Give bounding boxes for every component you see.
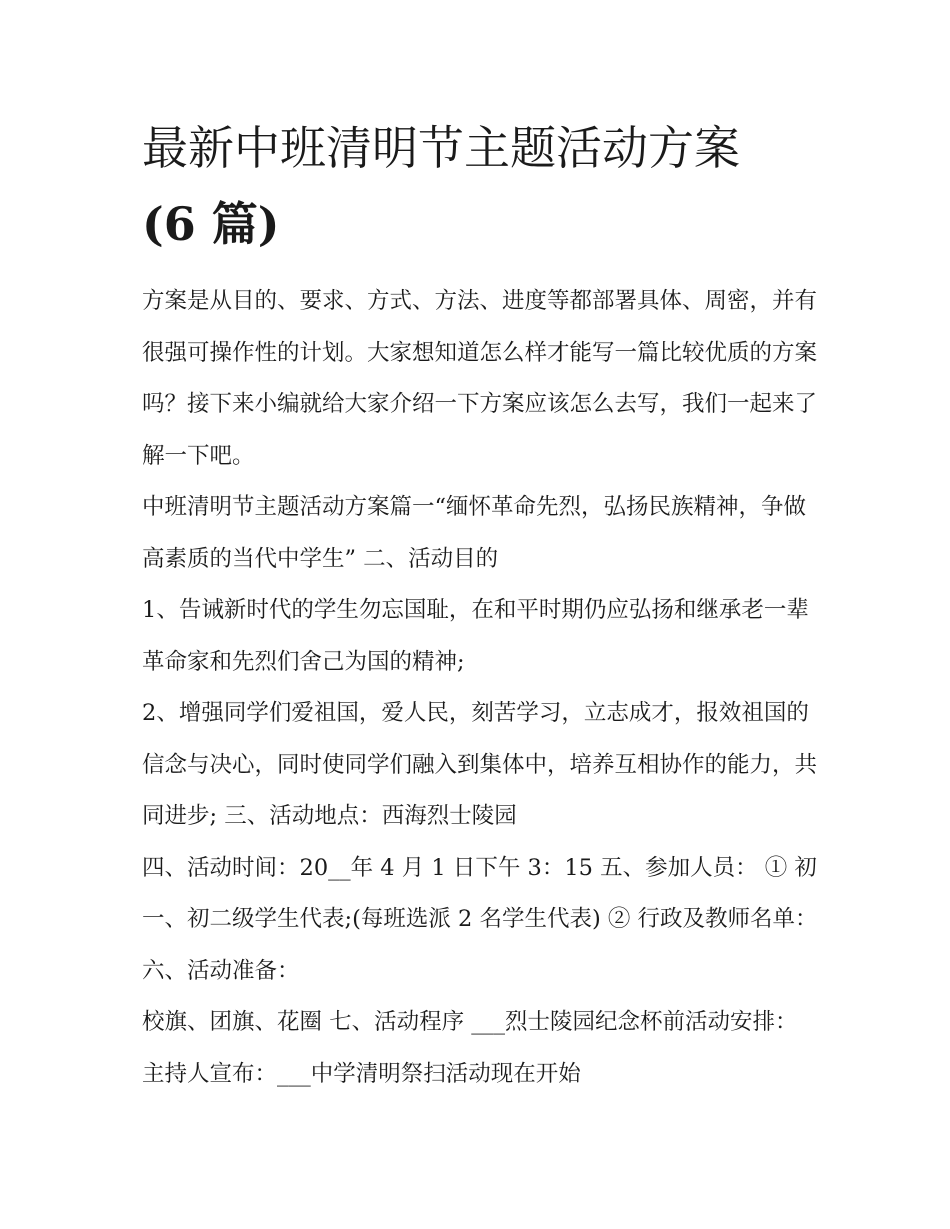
paragraph-time-people: 四、活动时间：20__年 4 月 1 日下午 3：15 五、参加人员： ① 初一、初二级学生代表;(每班选派 2 名学生代表) ② 行政及教师名单： 六、活动准备： [142, 854, 818, 984]
title-count: (6 篇) [142, 197, 280, 251]
paragraph-theme: 中班清明节主题活动方案篇一“缅怀革命先烈，弘扬民族精神，争做高素质的当代中学生” 二、活动目的 [142, 494, 807, 572]
paragraph-goal-1: 1、告诫新时代的学生勿忘国耻，在和平时期仍应弘扬和继承老一辈革命家和先烈们舍己为国的精神; [142, 597, 809, 675]
title-main: 最新中班清明节主题活动方案 [142, 121, 740, 175]
document-title [142, 110, 832, 262]
paragraph-procedure: 校旗、团旗、花圈 七、活动程序 ___烈士陵园纪念杯前活动安排： 主持人宣布：___中学清明祭扫活动现在开始 [142, 1009, 798, 1087]
paragraph-goal-2: 2、增强同学们爱祖国，爱人民，刻苦学习，立志成才，报效祖国的信念与决心，同时使同学们融入到集体中，培养互相协作的能力，共同进步; 三、活动地点：西海烈士陵园 [142, 700, 818, 829]
paragraph-intro: 方案是从目的、要求、方式、方法、进度等都部署具体、周密，并有很强可操作性的计划。大家想知道怎么样才能写一篇比较优质的方案吗？接下来小编就给大家介绍一下方案应该怎么去写，我们一起来了解一下吧。 [142, 288, 818, 469]
document-body [142, 276, 822, 1100]
